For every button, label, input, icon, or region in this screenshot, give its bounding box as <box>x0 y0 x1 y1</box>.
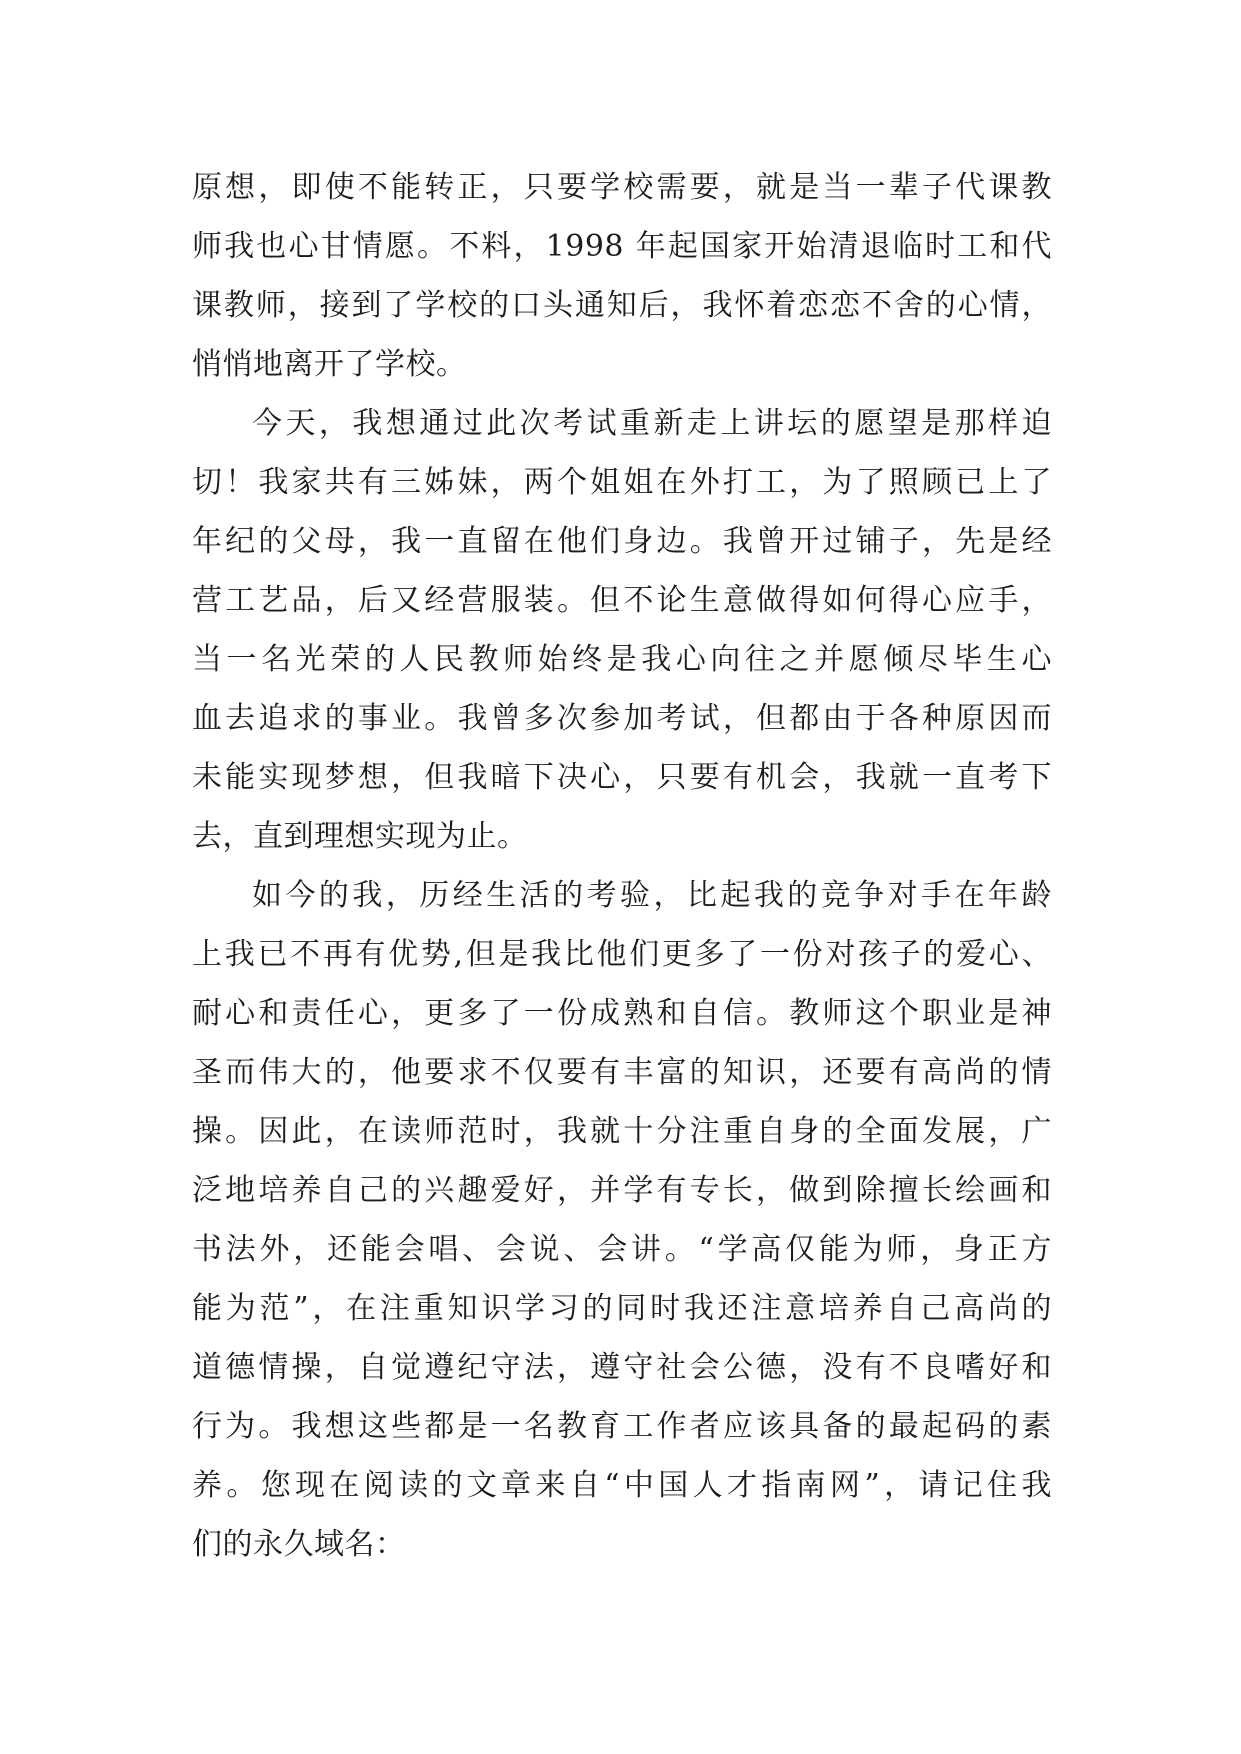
text-line: 课教师，接到了学校的口头通知后，我怀着恋恋不舍的心情， <box>192 288 1052 323</box>
text-line: 行为。我想这些都是一名教育工作者应该具备的最起码的素 <box>192 1409 1052 1444</box>
text-line: 上我已不再有优势,但是我比他们更多了一份对孩子的爱心、 <box>192 937 1052 972</box>
text-line: 能为范”，在注重知识学习的同时我还注意培养自己高尚的 <box>192 1291 1052 1326</box>
document-body <box>192 158 1052 1574</box>
text-line: 道德情操，自觉遵纪守法，遵守社会公德，没有不良嗜好和 <box>192 1350 1052 1385</box>
text-line: 今天，我想通过此次考试重新走上讲坛的愿望是那样迫 <box>252 406 1052 441</box>
text-line: 去，直到理想实现为止。 <box>192 819 528 854</box>
text-line: 书法外，还能会唱、会说、会讲。“学高仅能为师，身正方 <box>192 1232 1052 1267</box>
paragraph-2 <box>192 394 1052 866</box>
text-line: 耐心和责任心，更多了一份成熟和自信。教师这个职业是神 <box>192 996 1052 1031</box>
text-line: 如今的我，历经生活的考验，比起我的竞争对手在年龄 <box>252 878 1052 913</box>
text-line: 操。因此，在读师范时，我就十分注重自身的全面发展，广 <box>192 1114 1052 1149</box>
text-line: 泛地培养自己的兴趣爱好，并学有专长，做到除擅长绘画和 <box>192 1173 1052 1208</box>
text-line: 圣而伟大的，他要求不仅要有丰富的知识，还要有高尚的情 <box>192 1055 1052 1090</box>
text-line: 悄悄地离开了学校。 <box>192 347 467 382</box>
text-line: 师我也心甘情愿。不料，1998 年起国家开始清退临时工和代 <box>192 229 1052 264</box>
text-line: 血去追求的事业。我曾多次参加考试，但都由于各种原因而 <box>192 701 1052 736</box>
paragraph-3 <box>192 866 1052 1574</box>
text-line: 营工艺品，后又经营服装。但不论生意做得如何得心应手， <box>192 583 1052 618</box>
text-line: 养。您现在阅读的文章来自“中国人才指南网”，请记住我 <box>192 1468 1052 1503</box>
paragraph-1 <box>192 158 1052 394</box>
text-line: 切！我家共有三姊妹，两个姐姐在外打工，为了照顾已上了 <box>192 465 1052 500</box>
text-line: 年纪的父母，我一直留在他们身边。我曾开过铺子，先是经 <box>192 524 1052 559</box>
text-line: 们的永久域名： <box>192 1527 406 1562</box>
text-line: 未能实现梦想，但我暗下决心，只要有机会，我就一直考下 <box>192 760 1052 795</box>
text-line: 原想，即使不能转正，只要学校需要，就是当一辈子代课教 <box>192 170 1052 205</box>
text-line: 当一名光荣的人民教师始终是我心向往之并愿倾尽毕生心 <box>192 642 1052 677</box>
